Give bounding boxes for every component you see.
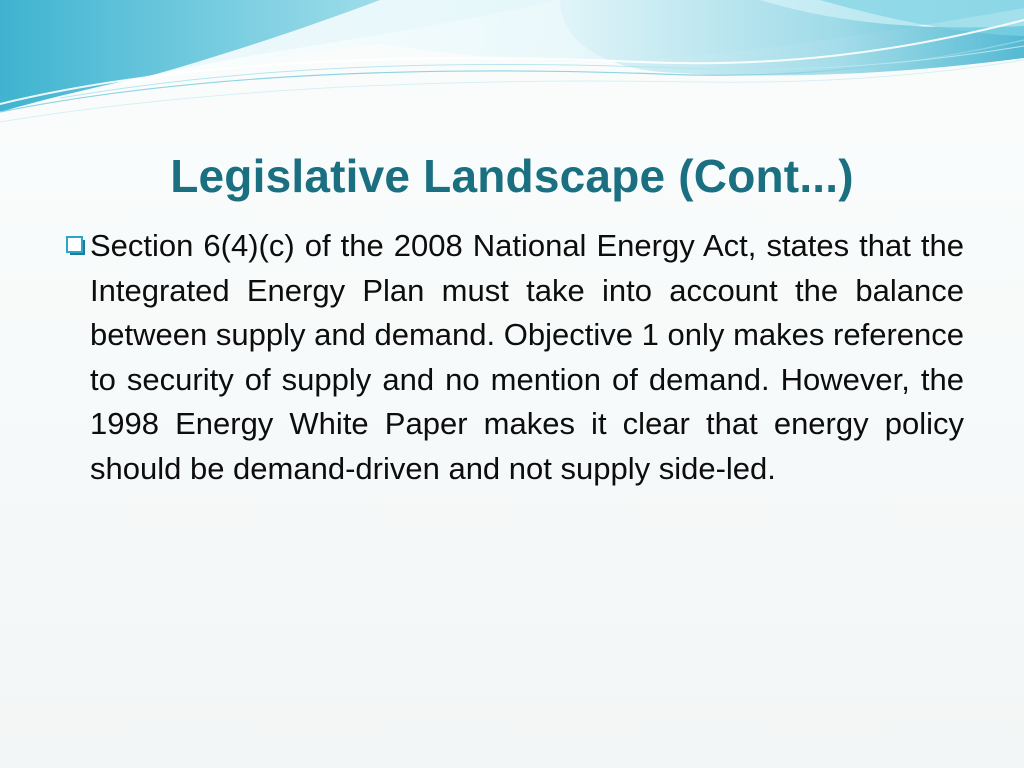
bullet-text: Section 6(4)(c) of the 2008 National Energy Act, states that the Integrated Energy Plan must take into account the balance between supply and demand. Objective 1 only makes reference to security of supply and no mention of demand. However, the 1998 Energy White Paper makes it clear that energy policy should be demand-driven and not supply side-led. <box>90 228 964 486</box>
checkbox-bullet-icon <box>64 224 90 268</box>
bullet-item <box>64 224 964 491</box>
slide-title: Legislative Landscape (Cont...) <box>170 150 854 202</box>
wave-header-decoration <box>0 0 1024 130</box>
content-area <box>64 224 964 491</box>
